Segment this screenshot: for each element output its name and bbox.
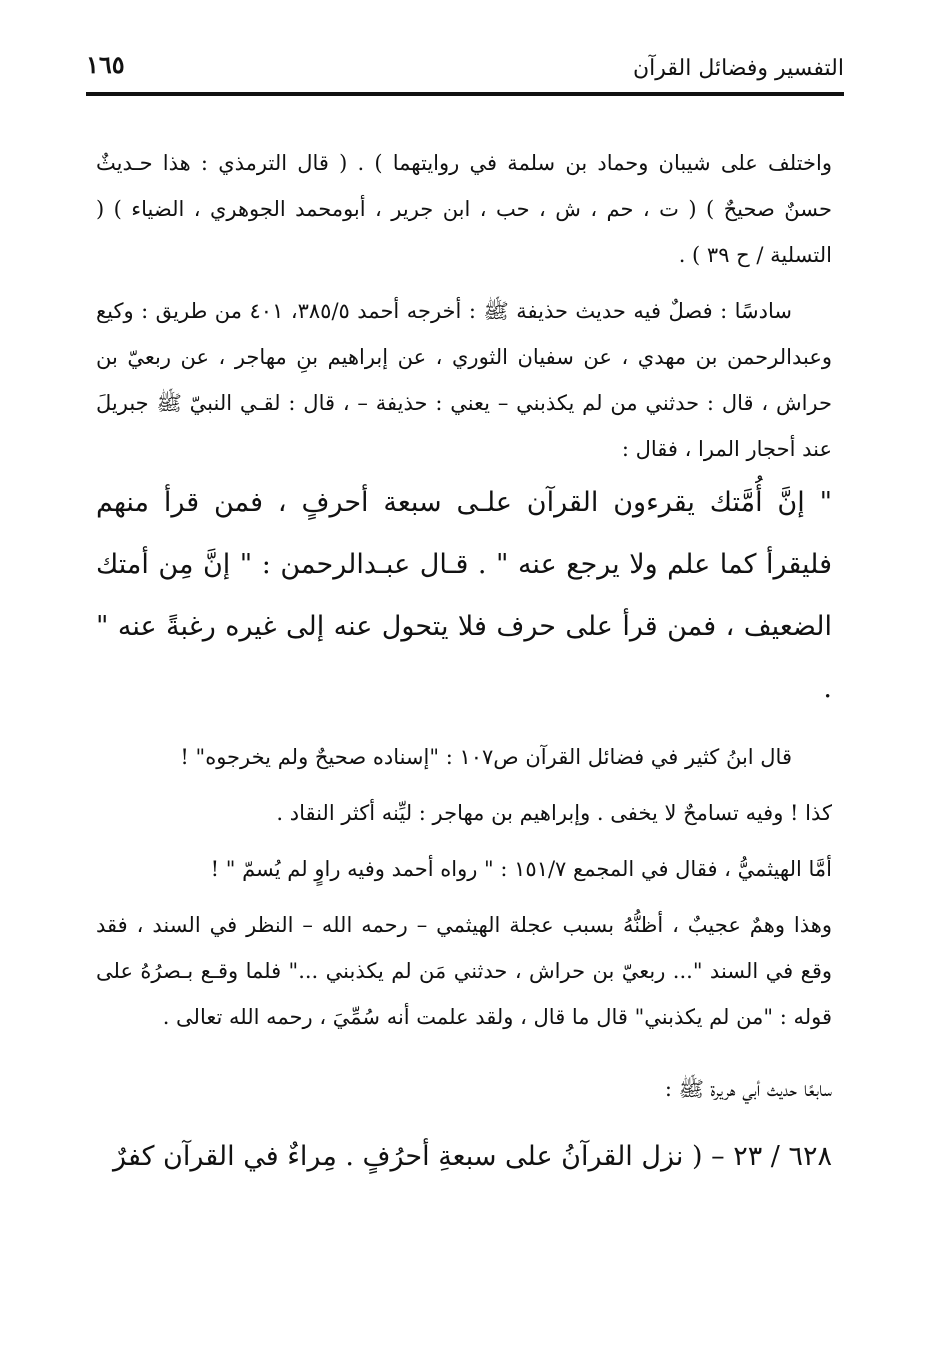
section-heading-abu-hurayra: سابعًا حديث أبي هريرة ﷺ : bbox=[664, 1077, 832, 1101]
paragraph-hudhayfa-chain: سادسًا : فصلٌ فيه حديث حذيفة ﷺ : أخرجه أحمد ٣٨٥/٥، ٤٠١ من طريق : وكيع وعبدالرحمن بن مهدي ، عن سفيان الثوري ، عن إبراهيم بنِ مهاجر ، عن ربعيّ بن حراش ، قال : حدثني من لم يكذبني – يعني : حذيفة – ، قال : لقـي النبيّ ﷺ جبريلَ عند أحجار المرا ، فقال : bbox=[96, 299, 832, 461]
spacer bbox=[96, 892, 832, 902]
paragraph-haythami: أمَّا الهيثميُّ ، فقال في المجمع ١٥١/٧ : " رواه أحمد وفيه راوٍ لم يُسمّ " ! bbox=[210, 857, 832, 881]
paragraph-ibrahim-comment: كذا ! وفيه تسامحٌ لا يخفى . وإبراهيم بن مهاجر : ليِّنه أكثر النقاد . bbox=[276, 801, 832, 825]
body-text bbox=[96, 140, 832, 1188]
page-number: ١٦٥ bbox=[86, 50, 125, 79]
spacer bbox=[96, 836, 832, 846]
running-title: التفسير وفضائل القرآن bbox=[632, 56, 844, 81]
paragraph-tirmidhi-grading: واختلف على شيبان وحماد بن سلمة في روايتهما ) . ( قال الترمذي : هذا حـديثٌ حسنٌ صحيحٌ ) ( ت ، حم ، ش ، حب ، ابن جرير ، أبومحمد الجوهري ، الضياء ) ( التسلية / ح ٣٩ ) . bbox=[96, 151, 832, 267]
spacer bbox=[96, 1040, 832, 1066]
page-header bbox=[86, 50, 844, 90]
spacer bbox=[96, 278, 832, 288]
spacer bbox=[96, 1112, 832, 1126]
header-divider bbox=[86, 92, 844, 96]
paragraph-ibn-kathir: قال ابنُ كثير في فضائل القرآن ص١٠٧ : "إسناده صحيحٌ ولم يخرجوه" ! bbox=[180, 745, 792, 769]
spacer bbox=[96, 720, 832, 734]
hadith-628: ٦٢٨ / ٢٣ – ( نزل القرآنُ على سبعةِ أحرُفٍ . مِراءٌ في القرآن كفرٌ bbox=[113, 1141, 832, 1172]
paragraph-hadith-text: " إنَّ أُمَّتك يقرءون القرآن علـى سبعة أحرفٍ ، فمن قرأ منهم فليقرأ كما علم ولا يرجع عنه " . قـال عبـدالرحمن : " إنَّ مِن أمتك الضعيف ، فمن قرأ على حرف فلا يتحول عنه إلى غيره رغبةً عنه " . bbox=[96, 487, 832, 704]
paragraph-haythami-critique: وهذا وهمٌ عجيبٌ ، أظنُّهُ بسبب عجلة الهيثمي – رحمه الله – النظر في السند ، فقد وقع في السند "... ربعيّ بن حراش ، حدثني مَن لم يكذبني ..." فلما وقـع بـصرُهُ على قوله : "من لم يكذبني" قال ما قال ، ولقد علمت أنه سُمِّيَ ، رحمه الله تعالى . bbox=[96, 913, 832, 1029]
spacer bbox=[96, 780, 832, 790]
